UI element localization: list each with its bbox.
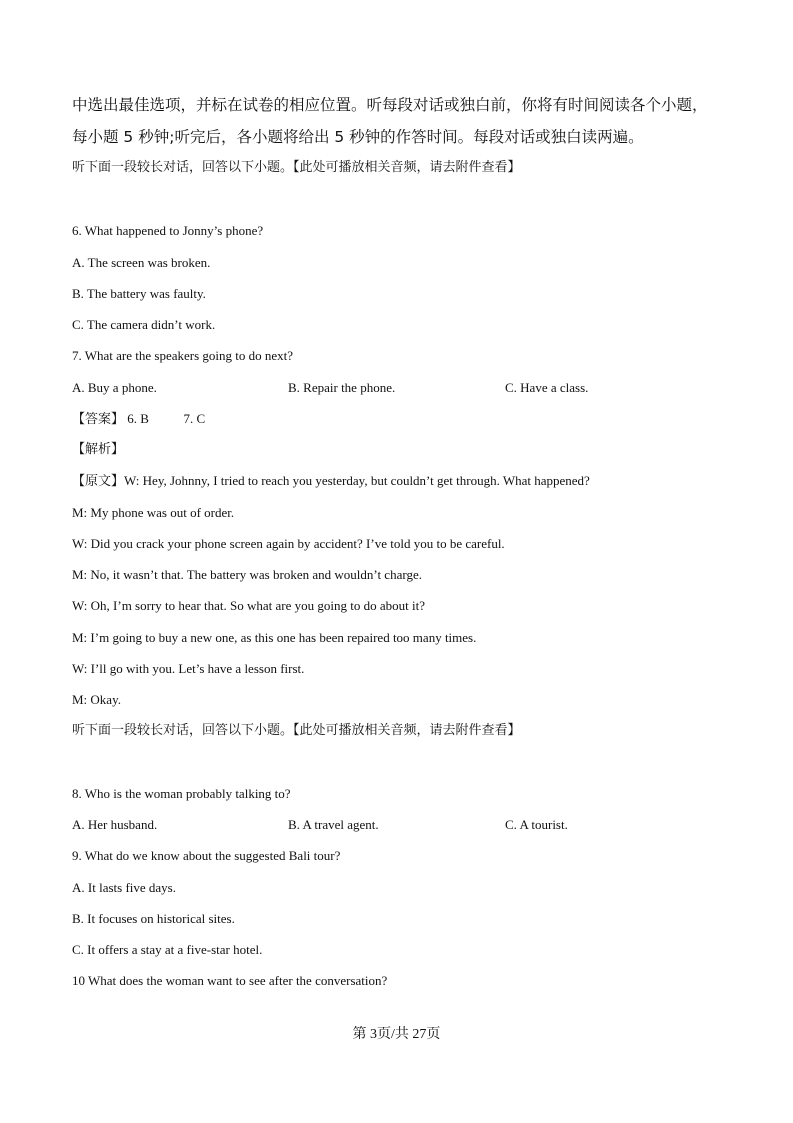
analysis-label: 【解析】	[72, 442, 125, 457]
page-number: 第 3页/共 27页	[352, 1027, 441, 1042]
q7-options	[72, 380, 672, 396]
answer-7: 7. C	[183, 411, 206, 426]
section1-heading: 听下面一段较长对话，回答以下小题。【此处可播放相关音频，请去附件查看】	[72, 160, 521, 175]
q8-option-b: B. A travel agent.	[288, 817, 379, 832]
q7-option-b: B. Repair the phone.	[288, 380, 396, 395]
transcript-line-5: W: Oh, I’m sorry to hear that. So what are you going to do about it?	[72, 598, 425, 613]
instructions-line-2: 每小题 5 秒钟;听完后，各小题将给出 5 秒钟的作答时间。每段对话或独白读两遍。	[72, 128, 644, 146]
q9-option-a: A. It lasts five days.	[72, 880, 176, 895]
q8-stem: 8. Who is the woman probably talking to?	[72, 786, 291, 801]
q9-option-b: B. It focuses on historical sites.	[72, 911, 235, 926]
transcript-line-6: M: I’m going to buy a new one, as this one has been repaired too many times.	[72, 630, 477, 645]
q6-option-a: A. The screen was broken.	[72, 255, 211, 270]
answer-label: 【答案】	[72, 412, 125, 427]
transcript-text: W: Hey, Johnny, I tried to reach you yesterday, but couldn’t get through. What happened?	[124, 473, 590, 488]
transcript-line-7: W: I’ll go with you. Let’s have a lesson first.	[72, 661, 305, 676]
q6-option-c: C. The camera didn’t work.	[72, 317, 216, 332]
transcript-line-8: M: Okay.	[72, 692, 121, 707]
transcript-line-1	[72, 473, 590, 490]
transcript-line-4: M: No, it wasn’t that. The battery was broken and wouldn’t charge.	[72, 567, 422, 582]
q7-option-c: C. Have a class.	[505, 380, 589, 395]
answer-line	[72, 411, 205, 428]
answer-6: 6. B	[127, 411, 149, 426]
transcript-line-2: M: My phone was out of order.	[72, 505, 235, 520]
transcript-line-3: W: Did you crack your phone screen again by accident? I’ve told you to be careful.	[72, 536, 505, 551]
instructions-line-1: 中选出最佳选项，并标在试卷的相应位置。听每段对话或独白前，你将有时间阅读各个小题，	[72, 96, 708, 114]
q9-stem: 9. What do we know about the suggested Bali tour?	[72, 848, 341, 863]
q8-option-c: C. A tourist.	[505, 817, 568, 832]
q8-option-a: A. Her husband.	[72, 817, 158, 832]
q9-option-c: C. It offers a stay at a five-star hotel.	[72, 942, 263, 957]
q6-option-b: B. The battery was faulty.	[72, 286, 206, 301]
q8-options	[72, 817, 672, 833]
section2-heading: 听下面一段较长对话，回答以下小题。【此处可播放相关音频，请去附件查看】	[72, 723, 521, 738]
q7-stem: 7. What are the speakers going to do next?	[72, 348, 294, 363]
transcript-label: 【原文】	[72, 474, 125, 489]
q7-option-a: A. Buy a phone.	[72, 380, 157, 395]
q10-stem: 10 What does the woman want to see after the conversation?	[72, 973, 388, 988]
q6-stem: 6. What happened to Jonny’s phone?	[72, 223, 264, 238]
